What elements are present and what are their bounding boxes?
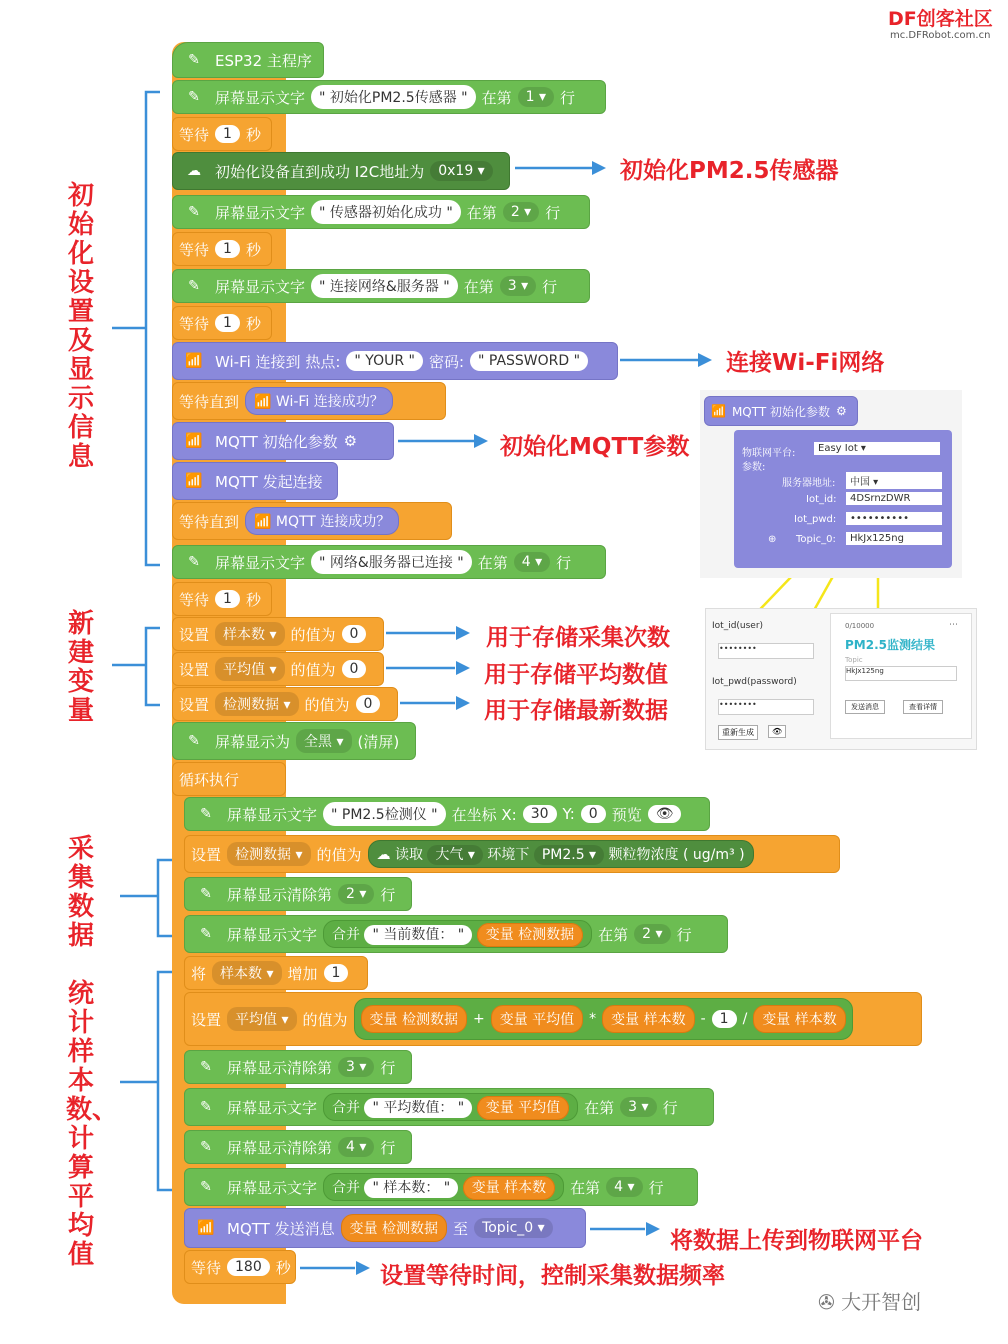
var-name: 平均值 xyxy=(235,1012,278,1028)
show-text-label: 屏幕显示文字 xyxy=(227,1178,318,1197)
gear-icon[interactable]: ⚙ xyxy=(343,432,358,450)
env-label: 环境下 xyxy=(487,847,530,863)
mqtt-panel-title: MQTT 初始化参数 xyxy=(731,404,831,419)
var-name: 样本数 xyxy=(223,627,266,643)
display-icon: ✎ xyxy=(188,554,200,570)
wait-value[interactable]: 180 xyxy=(227,1258,270,1276)
at-row-label: 在第 xyxy=(481,88,512,107)
eye-icon[interactable]: 👁 xyxy=(648,805,682,823)
read-label: 读取 xyxy=(394,847,423,863)
topic-label: Topic_0: xyxy=(796,534,836,545)
mqtt-icon: 📶 xyxy=(185,473,203,489)
add-icon[interactable]: ⊕ xyxy=(768,534,777,545)
increase-label: 增加 xyxy=(287,964,318,983)
row-value: 2 xyxy=(510,204,520,220)
iot-id-field[interactable]: 4DSrnzDWR xyxy=(846,492,942,505)
arrow-head-3 xyxy=(474,434,488,448)
send-message-button[interactable]: 发送消息 xyxy=(845,700,885,714)
minus-op: - xyxy=(700,1011,706,1027)
result-topic-label: Topic xyxy=(845,656,863,664)
wait-label: 等待 xyxy=(191,1258,222,1277)
bracket-init xyxy=(112,92,160,565)
wait-value[interactable]: 1 xyxy=(215,125,240,143)
pm-dropdown[interactable]: PM2.5 ▾ xyxy=(534,845,604,865)
display-icon: ✎ xyxy=(200,1179,212,1195)
arrow-head-5 xyxy=(456,661,470,675)
gear-icon[interactable]: ⚙ xyxy=(836,404,847,418)
display-icon: ✎ xyxy=(188,278,200,294)
row-value: 3 xyxy=(346,1059,355,1075)
iot-pwd-label: Iot_pwd: xyxy=(794,514,837,525)
result-card xyxy=(830,613,972,739)
topic-field[interactable]: HkJx125ng xyxy=(846,532,942,545)
result-title: PM2.5监测结果 xyxy=(845,638,935,652)
density-label: 颗粒物浓度 ( ug/m³ ) xyxy=(608,847,745,863)
clear-screen-label: (清屏) xyxy=(357,732,400,751)
times-op: * xyxy=(589,1011,597,1027)
eye-icon[interactable]: 👁 xyxy=(768,725,786,738)
var-dropdown[interactable]: 检测数据 ▾ xyxy=(227,842,310,866)
display-icon: ✎ xyxy=(200,926,212,942)
bracket-newvar xyxy=(112,628,160,705)
row-label: 行 xyxy=(662,1098,678,1117)
note-upload: 将数据上传到物联网平台 xyxy=(670,1228,923,1254)
watermark-text: 大开智创 xyxy=(841,1290,922,1314)
var-dropdown[interactable]: 平均值 ▾ xyxy=(215,657,284,681)
set-label: 设置 xyxy=(191,1010,222,1029)
note-average: 用于存储平均数值 xyxy=(484,662,668,688)
init-value[interactable]: 0 xyxy=(342,660,367,678)
fill-dropdown[interactable]: 全黑 ▾ xyxy=(296,729,351,753)
row-dropdown[interactable]: 2 ▾ xyxy=(338,884,374,904)
x-label: 在坐标 X: xyxy=(451,805,517,824)
row-value: 4 xyxy=(521,554,531,570)
set-label: 设置 xyxy=(179,695,210,714)
var-label: 变量 xyxy=(611,1012,640,1028)
mqtt-panel-header[interactable] xyxy=(704,396,858,426)
at-row-label: 在第 xyxy=(570,1178,601,1197)
show-text-label: 屏幕显示文字 xyxy=(215,553,306,572)
show-text-label: 屏幕显示文字 xyxy=(215,88,306,107)
row-value: 4 xyxy=(614,1179,624,1195)
text-value[interactable]: " 网络&服务器已连接 " xyxy=(311,550,472,574)
var-label: 变量 xyxy=(485,927,514,943)
var-label: 变量 xyxy=(369,1012,398,1028)
row-label: 行 xyxy=(542,277,558,296)
display-icon: ✎ xyxy=(200,1099,212,1115)
platform-select[interactable]: Easy Iot ▾ xyxy=(814,442,940,455)
row-dropdown[interactable]: 1 ▾ xyxy=(518,87,554,107)
row-dropdown[interactable]: 2 ▾ xyxy=(503,202,539,222)
value-of-label: 的值为 xyxy=(316,845,362,864)
screen-show-label: 屏幕显示为 xyxy=(215,732,291,751)
init-value[interactable]: 0 xyxy=(356,695,381,713)
var-name: 检测数据 xyxy=(382,1221,439,1237)
env-value: 大气 xyxy=(435,847,464,863)
preview-label: 预览 xyxy=(611,805,642,824)
side-label-collect: 采集数据 xyxy=(67,834,94,951)
x-value[interactable]: 30 xyxy=(523,805,557,823)
var-label: 变量 xyxy=(349,1221,378,1237)
mqtt-ok-condition[interactable]: 📶 MQTT 连接成功？ xyxy=(245,507,399,535)
iot-pwd-field[interactable]: •••••••••• xyxy=(846,512,942,525)
at-row-label: 在第 xyxy=(466,203,497,222)
clear-row-label: 屏幕显示清除第 xyxy=(227,1138,333,1157)
var-name: 样本数 xyxy=(794,1012,837,1028)
note-init-sensor: 初始化PM2.5传感器 xyxy=(620,158,839,184)
cloud-icon: ☁ xyxy=(376,847,391,863)
note-count: 用于存储采集次数 xyxy=(486,625,670,651)
var-name: 检测数据 xyxy=(223,697,280,713)
var-dropdown[interactable]: 平均值 ▾ xyxy=(227,1007,296,1031)
at-row-label: 在第 xyxy=(477,553,508,572)
server-select[interactable]: 中国 ▾ xyxy=(846,472,942,489)
result-count: 0/10000 xyxy=(845,622,875,630)
y-value[interactable]: 0 xyxy=(581,805,606,823)
bracket-stats xyxy=(120,972,172,1190)
var-label: 变量 xyxy=(485,1100,514,1116)
display-icon: ✎ xyxy=(200,1139,212,1155)
wait-value[interactable]: 1 xyxy=(215,240,240,258)
text-value[interactable]: " 平均数值： " xyxy=(364,1098,472,1118)
i2c-value: 0x19 xyxy=(438,163,474,179)
row-label: 行 xyxy=(560,88,576,107)
show-text-label: 屏幕显示文字 xyxy=(227,805,318,824)
merge-label: 合并 xyxy=(332,927,361,943)
mqtt-ok-label: MQTT 连接成功？ xyxy=(275,514,391,530)
sec-label: 秒 xyxy=(245,240,261,259)
var-name: 样本数 xyxy=(643,1012,686,1028)
row-value: 3 xyxy=(628,1099,638,1115)
row-label: 行 xyxy=(380,885,396,904)
row-label: 行 xyxy=(648,1178,664,1197)
row-dropdown[interactable]: 2 ▾ xyxy=(634,924,670,944)
text-value[interactable]: " 样本数： " xyxy=(364,1178,458,1198)
row-label: 行 xyxy=(545,203,561,222)
sec-label: 秒 xyxy=(245,590,261,609)
set-label: 设置 xyxy=(179,660,210,679)
wait-value[interactable]: 1 xyxy=(215,314,240,332)
note-wifi: 连接Wi-Fi网络 xyxy=(726,350,885,376)
i2c-dropdown[interactable]: 0x19 ▾ xyxy=(430,161,493,181)
var-name: 平均值 xyxy=(532,1012,575,1028)
row-label: 行 xyxy=(380,1138,396,1157)
mqtt-panel-body xyxy=(734,430,952,568)
var-name: 检测数据 xyxy=(235,847,292,863)
wait-until-label: 等待直到 xyxy=(179,512,240,531)
value-of-label: 的值为 xyxy=(290,625,336,644)
arrow-head-6 xyxy=(456,696,470,710)
value-of-label: 的值为 xyxy=(304,695,350,714)
value-of-label: 的值为 xyxy=(302,1010,348,1029)
mqtt-send-label: MQTT 发送消息 xyxy=(227,1219,335,1238)
display-icon: ✎ xyxy=(188,204,200,220)
site-logo: DF创客社区 xyxy=(888,8,993,30)
arrow-head-4 xyxy=(456,626,470,640)
pm-value: PM2.5 xyxy=(541,847,585,863)
ssid-value[interactable]: " YOUR " xyxy=(346,351,423,371)
show-text-label: 屏幕显示文字 xyxy=(227,1098,318,1117)
y-label: Y: xyxy=(562,805,575,823)
mqtt-icon: 📶 xyxy=(711,404,726,418)
side-label-init: 初始化设置及显示信息 xyxy=(67,181,94,472)
wait-label: 等待 xyxy=(179,125,210,144)
var-name: 样本数 xyxy=(504,1180,547,1196)
row-label: 行 xyxy=(556,553,572,572)
iot-web-panel xyxy=(705,608,977,750)
to-label: 至 xyxy=(453,1219,469,1238)
increment-value[interactable]: 1 xyxy=(324,964,349,982)
wifi-icon: 📶 xyxy=(185,353,203,369)
text-value[interactable]: " 连接网络&服务器 " xyxy=(311,274,458,298)
wait-label: 等待 xyxy=(179,240,210,259)
display-icon: ✎ xyxy=(200,806,212,822)
var-dropdown[interactable]: 检测数据 ▾ xyxy=(215,692,298,716)
more-icon[interactable]: ⋯ xyxy=(949,620,958,630)
watermark xyxy=(818,1286,921,1315)
row-dropdown[interactable]: 3 ▾ xyxy=(620,1097,656,1117)
env-dropdown[interactable]: 大气 ▾ xyxy=(427,845,482,865)
display-icon: ✎ xyxy=(200,1059,212,1075)
wifi-connect-label: Wi-Fi 连接到 热点: xyxy=(215,352,341,371)
value-of-label: 的值为 xyxy=(290,660,336,679)
var-name: 检测数据 xyxy=(518,927,575,943)
mqtt-init-label: MQTT 初始化参数 xyxy=(215,432,338,451)
wifi-ok-condition[interactable]: 📶 Wi-Fi 连接成功？ xyxy=(245,387,393,415)
set-label: 设置 xyxy=(191,845,222,864)
row-dropdown[interactable]: 3 ▾ xyxy=(338,1057,374,1077)
merge-label: 合并 xyxy=(332,1100,361,1116)
var-name: 样本数 xyxy=(220,966,263,982)
mqtt-icon: 📶 xyxy=(185,433,203,449)
text-value[interactable]: " 传感器初始化成功 " xyxy=(311,200,461,224)
arrow-head-8 xyxy=(356,1261,370,1275)
arrow-head-1 xyxy=(592,161,606,175)
display-icon: ✎ xyxy=(188,89,200,105)
var-name: 平均值 xyxy=(518,1100,561,1116)
var-name: 平均值 xyxy=(223,662,266,678)
at-row-label: 在第 xyxy=(598,925,629,944)
mqtt-connect-label: MQTT 发起连接 xyxy=(215,472,323,491)
var-name: 检测数据 xyxy=(401,1012,458,1028)
text-value[interactable]: " 当前数值： " xyxy=(364,925,472,945)
regen-button[interactable]: 重新生成 xyxy=(718,725,758,740)
at-row-label: 在第 xyxy=(584,1098,615,1117)
sec-label: 秒 xyxy=(245,314,261,333)
clear-row-label: 屏幕显示清除第 xyxy=(227,885,333,904)
wait-label: 等待 xyxy=(179,314,210,333)
fill-value: 全黑 xyxy=(304,734,333,750)
iot-id-label: Iot_id: xyxy=(806,494,837,505)
var-label: 变量 xyxy=(762,1012,791,1028)
row-dropdown[interactable]: 4 ▾ xyxy=(606,1177,642,1197)
platform-label: 物联网平台: xyxy=(742,448,796,459)
pwd-label: 密码: xyxy=(428,352,465,371)
server-label: 服务器地址: xyxy=(782,478,836,489)
note-wait: 设置等待时间，控制采集数据频率 xyxy=(380,1263,725,1289)
note-latest: 用于存储最新数据 xyxy=(484,698,668,724)
i2c-label: 初始化设备直到成功 I2C地址为 xyxy=(215,162,425,181)
bracket-collect xyxy=(120,860,172,936)
row-value: 3 xyxy=(507,278,517,294)
server-value: 中国 xyxy=(850,477,870,488)
result-topic-field[interactable]: HkJx125ng xyxy=(845,666,957,681)
web-user-field[interactable]: •••••••• xyxy=(718,643,814,659)
div-op: / xyxy=(742,1011,748,1027)
var-dropdown[interactable]: 样本数 ▾ xyxy=(215,622,284,646)
main-program-label: ESP32 主程序 xyxy=(215,51,312,70)
mqtt-icon: 📶 xyxy=(197,1220,215,1236)
topic-value: Topic_0 xyxy=(482,1220,534,1236)
params-label: 参数: xyxy=(742,462,766,473)
row-dropdown[interactable]: 4 ▾ xyxy=(514,552,550,572)
row-dropdown[interactable]: 3 ▾ xyxy=(500,276,536,296)
display-icon: ✎ xyxy=(188,733,200,749)
show-text-label: 屏幕显示文字 xyxy=(215,203,306,222)
init-value[interactable]: 0 xyxy=(342,625,367,643)
at-row-label: 在第 xyxy=(463,277,494,296)
sec-label: 秒 xyxy=(245,125,261,144)
note-mqtt-init: 初始化MQTT参数 xyxy=(500,434,690,460)
arrow-head-2 xyxy=(698,353,712,367)
side-label-stats: 统计样本数、计算平均值 xyxy=(66,979,119,1270)
cloud-icon: ☁ xyxy=(187,163,201,179)
var-label: 变量 xyxy=(499,1012,528,1028)
site-url: mc.DFRobot.com.cn xyxy=(890,30,991,41)
add-to-label: 将 xyxy=(191,964,207,983)
pwd-value[interactable]: " PASSWORD " xyxy=(470,351,588,371)
sec-label: 秒 xyxy=(275,1258,291,1277)
side-label-newvar: 新建变量 xyxy=(67,609,94,726)
web-pwd-label: Iot_pwd(password) xyxy=(712,677,797,687)
text-value[interactable]: " 初始化PM2.5传感器 " xyxy=(311,85,476,109)
one-value[interactable]: 1 xyxy=(712,1010,737,1028)
arrow-head-7 xyxy=(646,1222,660,1236)
row-dropdown[interactable]: 4 ▾ xyxy=(338,1137,374,1157)
row-value: 2 xyxy=(642,926,652,942)
wifi-ok-label: Wi-Fi 连接成功？ xyxy=(275,394,384,410)
row-value: 1 xyxy=(525,89,535,105)
var-label: 变量 xyxy=(471,1180,500,1196)
text-value[interactable]: " PM2.5检测仪 " xyxy=(323,802,446,826)
loop-label: 循环执行 xyxy=(179,770,240,789)
wait-until-label: 等待直到 xyxy=(179,392,240,411)
wait-value[interactable]: 1 xyxy=(215,590,240,608)
row-value: 2 xyxy=(346,886,355,902)
row-label: 行 xyxy=(676,925,692,944)
topic-dropdown[interactable]: Topic_0 ▾ xyxy=(474,1218,553,1238)
display-icon: ✎ xyxy=(200,886,212,902)
row-value: 4 xyxy=(346,1139,355,1155)
platform-value: Easy Iot xyxy=(818,443,858,454)
show-text-label: 屏幕显示文字 xyxy=(215,277,306,296)
rocket-icon: ✎ xyxy=(188,52,200,68)
view-detail-button[interactable]: 查看详情 xyxy=(903,700,943,714)
wait-label: 等待 xyxy=(179,590,210,609)
show-text-label: 屏幕显示文字 xyxy=(227,925,318,944)
set-label: 设置 xyxy=(179,625,210,644)
row-label: 行 xyxy=(380,1058,396,1077)
merge-label: 合并 xyxy=(332,1180,361,1196)
wechat-icon: ✇ xyxy=(818,1290,835,1314)
web-user-label: Iot_id(user) xyxy=(712,621,764,631)
var-dropdown[interactable]: 样本数 ▾ xyxy=(212,961,281,985)
web-pwd-field[interactable]: •••••••• xyxy=(718,699,814,715)
plus-op: + xyxy=(472,1011,485,1027)
clear-row-label: 屏幕显示清除第 xyxy=(227,1058,333,1077)
mqtt-params-panel xyxy=(700,390,962,578)
